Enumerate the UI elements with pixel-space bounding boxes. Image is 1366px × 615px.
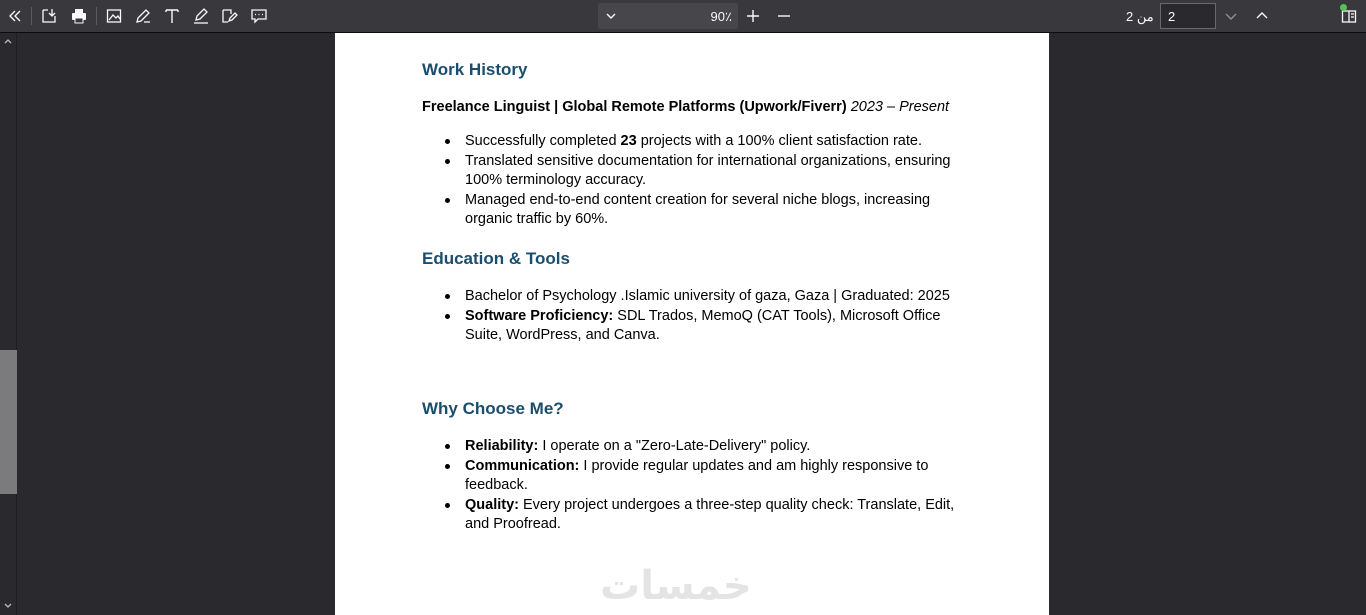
chevron-down-icon (602, 7, 620, 25)
signature-icon[interactable] (216, 4, 242, 28)
education-heading: Education & Tools (422, 249, 570, 268)
zoom-value: 90٪ (710, 9, 732, 24)
list-item: Reliability: I operate on a "Zero-Late-Delivery" policy. (422, 437, 967, 457)
job-title: Freelance Linguist | Global Remote Platforms (Upwork/Fiverr) (422, 99, 847, 115)
next-page-icon[interactable] (1218, 4, 1244, 28)
status-dot (1340, 4, 1347, 11)
job-dates: 2023 – Present (850, 99, 950, 115)
why-choose-list (422, 437, 967, 535)
vertical-scrollbar[interactable] (0, 33, 17, 615)
page-count-label: من 2 (1126, 9, 1154, 24)
list-item: Quality: Every project undergoes a three-step quality check: Translate, Edit, and Proofread. (422, 496, 967, 535)
watermark-logo: خمسات (600, 563, 752, 609)
list-item: Software Proficiency: SDL Trados, MemoQ (CAT Tools), Microsoft Office Suite, WordPress, and Canva. (422, 307, 967, 346)
scroll-down-icon[interactable] (3, 601, 13, 611)
education-list (422, 287, 967, 346)
why-choose-heading: Why Choose Me? (422, 399, 564, 418)
sidebar-toggle-icon[interactable] (2, 4, 28, 28)
print-icon[interactable] (66, 4, 92, 28)
zoom-out-icon[interactable] (771, 4, 797, 28)
zoom-select[interactable] (598, 3, 738, 29)
scroll-up-icon[interactable] (3, 36, 13, 46)
save-icon[interactable] (36, 4, 62, 28)
list-item: Successfully completed 23 projects with a 100% client satisfaction rate. (422, 132, 967, 152)
list-item: Bachelor of Psychology .Islamic university of gaza, Gaza | Graduated: 2025 (422, 287, 967, 307)
work-history-list (422, 132, 967, 230)
text-icon[interactable] (159, 4, 185, 28)
page-number-input[interactable] (1160, 3, 1216, 29)
scroll-thumb[interactable] (0, 350, 17, 494)
pdf-toolbar (0, 0, 1366, 33)
zoom-in-icon[interactable] (740, 4, 766, 28)
comment-icon[interactable] (246, 4, 272, 28)
list-item: Translated sensitive documentation for international organizations, ensuring 100% terminology accuracy. (422, 152, 967, 191)
highlight-icon[interactable] (188, 4, 214, 28)
previous-page-icon[interactable] (1249, 4, 1275, 28)
list-item: Communication: I provide regular updates and am highly responsive to feedback. (422, 457, 967, 496)
image-icon[interactable] (101, 4, 127, 28)
draw-icon[interactable] (130, 4, 156, 28)
pdf-page (335, 33, 1049, 615)
job-line (422, 99, 949, 115)
list-item: Managed end-to-end content creation for several niche blogs, increasing organic traffic by 60%. (422, 191, 967, 230)
work-history-heading: Work History (422, 60, 528, 79)
